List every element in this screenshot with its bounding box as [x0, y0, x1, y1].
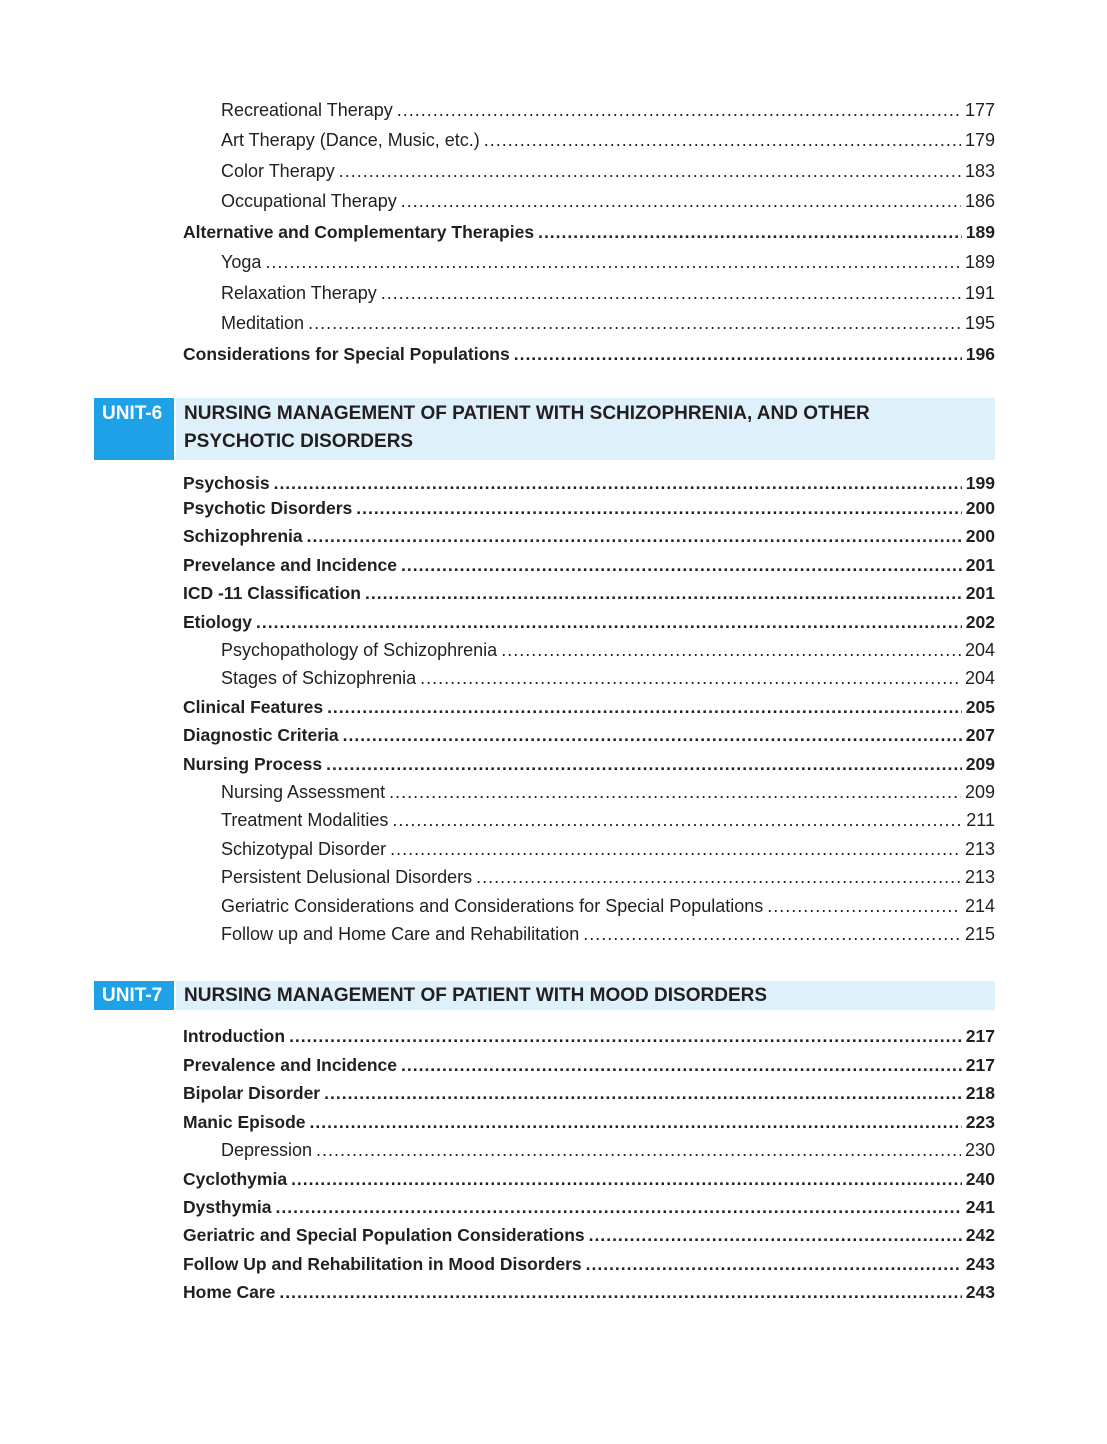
toc-entry-title: Prevalence and Incidence [183, 1055, 397, 1075]
dot-leader [401, 554, 962, 576]
toc-entry-page: 243 [965, 1254, 995, 1274]
toc-entry-page: 189 [965, 222, 995, 242]
toc-entry-page: 213 [964, 839, 995, 859]
toc-entry-page: 201 [965, 555, 995, 575]
dot-leader [316, 1139, 961, 1161]
toc-entry [221, 99, 995, 121]
toc-entry-title: Schizophrenia [183, 526, 303, 546]
toc-entry-title: Bipolar Disorder [183, 1083, 321, 1103]
toc-entry-page: 200 [965, 526, 995, 546]
toc-entry [183, 753, 995, 775]
toc-entry-page: 230 [964, 1140, 995, 1160]
toc-entry-page: 223 [965, 1112, 995, 1132]
toc-entry-page: 207 [965, 725, 995, 745]
toc-entry-title: Color Therapy [221, 161, 335, 181]
toc-entry-title: Depression [221, 1140, 313, 1160]
toc-entry-title: Art Therapy (Dance, Music, etc.) [221, 130, 480, 150]
dot-leader [514, 343, 962, 365]
toc-entry [183, 1025, 995, 1047]
toc-entry-title: Follow up and Home Care and Rehabilitation [221, 924, 580, 944]
toc-entry [183, 554, 995, 576]
toc-entry [183, 472, 995, 494]
dot-leader [256, 611, 962, 633]
toc-entry-title: Geriatric Considerations and Considerations for Special Populations [221, 896, 764, 916]
toc-entry-page: 202 [965, 612, 995, 632]
toc-entry-title: Home Care [183, 1282, 276, 1302]
toc-entry [183, 1224, 995, 1246]
toc-entry [221, 160, 995, 182]
toc-entry [221, 866, 995, 888]
toc-entry [183, 1168, 995, 1190]
toc-entry [183, 1281, 995, 1303]
toc-entry [221, 639, 995, 661]
toc-entry-title: Occupational Therapy [221, 191, 397, 211]
toc-entry-page: 179 [964, 130, 995, 150]
toc-entry-title: Psychopathology of Schizophrenia [221, 640, 498, 660]
unit-7-title: NURSING MANAGEMENT OF PATIENT WITH MOOD DISORDERS [176, 981, 995, 1010]
toc-entry-page: 211 [966, 810, 995, 830]
toc-entry-page: 204 [964, 640, 995, 660]
toc-entry-page: 177 [964, 100, 995, 120]
toc-entry-page: 200 [965, 498, 995, 518]
toc-entry-page: 209 [965, 754, 995, 774]
dot-leader [401, 190, 961, 212]
toc-entry [221, 312, 995, 334]
toc-entry-page: 243 [965, 1282, 995, 1302]
dot-leader [397, 99, 961, 121]
toc-entry-page: 215 [964, 924, 995, 944]
dot-leader [381, 282, 961, 304]
dot-leader [401, 1054, 962, 1076]
toc-entry-title: Persistent Delusional Disorders [221, 867, 473, 887]
toc-entry-page: 186 [964, 191, 995, 211]
toc-entry [183, 724, 995, 746]
toc-entry-title: Diagnostic Criteria [183, 725, 339, 745]
toc-entry-title: Psychosis [183, 473, 270, 493]
toc-entry-page: 205 [965, 697, 995, 717]
dot-leader [365, 582, 962, 604]
toc-entry [183, 1054, 995, 1076]
toc-entry-title: Meditation [221, 313, 305, 333]
toc-entry-page: 240 [965, 1169, 995, 1189]
dot-leader [327, 696, 962, 718]
toc-entry [221, 190, 995, 212]
toc-entry-page: 214 [964, 896, 995, 916]
dot-leader [583, 923, 961, 945]
toc-entry-title: Nursing Assessment [221, 782, 386, 802]
unit-6-title-line-1: NURSING MANAGEMENT OF PATIENT WITH SCHIZOPHRENIA, AND OTHER [184, 403, 870, 424]
toc-entry-title: Prevelance and Incidence [183, 555, 397, 575]
toc-entry-title: Etiology [183, 612, 253, 632]
toc-entry-title: Yoga [221, 252, 262, 272]
dot-leader [538, 221, 962, 243]
dot-leader [308, 312, 961, 334]
toc-entry-title: Treatment Modalities [221, 810, 389, 830]
toc-entry [183, 221, 995, 243]
toc-entry [221, 923, 995, 945]
toc-entry-page: 189 [964, 252, 995, 272]
toc-entry [183, 1196, 995, 1218]
toc-entry [183, 582, 995, 604]
toc-entry [221, 781, 995, 803]
toc-entry-page: 217 [965, 1055, 995, 1075]
toc-entry-page: 183 [964, 161, 995, 181]
toc-entry-title: Manic Episode [183, 1112, 306, 1132]
toc-entry-title: Psychotic Disorders [183, 498, 353, 518]
dot-leader [767, 895, 961, 917]
toc-entry-title: Alternative and Complementary Therapies [183, 222, 535, 242]
toc-entry [183, 497, 995, 519]
dot-leader [326, 753, 962, 775]
toc-entry [221, 838, 995, 860]
dot-leader [586, 1253, 962, 1275]
dot-leader [392, 809, 962, 831]
dot-leader [589, 1224, 962, 1246]
toc-entry-title: Considerations for Special Populations [183, 344, 510, 364]
toc-entry [183, 525, 995, 547]
dot-leader [310, 1111, 962, 1133]
toc-entry-page: 196 [965, 344, 995, 364]
toc-entry [183, 611, 995, 633]
dot-leader [291, 1168, 962, 1190]
toc-entry [221, 251, 995, 273]
dot-leader [476, 866, 961, 888]
dot-leader [484, 129, 961, 151]
toc-entry-page: 242 [965, 1225, 995, 1245]
dot-leader [343, 724, 962, 746]
toc-entry [183, 343, 995, 365]
dot-leader [274, 472, 962, 494]
toc-entry [221, 282, 995, 304]
dot-leader [356, 497, 962, 519]
dot-leader [289, 1025, 962, 1047]
toc-entry [221, 129, 995, 151]
toc-entry-page: 204 [964, 668, 995, 688]
toc-entry [183, 1253, 995, 1275]
toc-entry-page: 218 [965, 1083, 995, 1103]
dot-leader [420, 667, 961, 689]
dot-leader [279, 1281, 961, 1303]
toc-entry [221, 667, 995, 689]
unit-6-title [176, 398, 995, 460]
toc-entry-title: ICD -11 Classification [183, 583, 361, 603]
toc-entry [221, 1139, 995, 1161]
toc-entry-page: 191 [964, 283, 995, 303]
dot-leader [501, 639, 961, 661]
toc-entry-title: Cyclothymia [183, 1169, 288, 1189]
toc-entry-page: 195 [964, 313, 995, 333]
toc-entry-page: 213 [964, 867, 995, 887]
toc-entry-page: 217 [965, 1026, 995, 1046]
toc-entry-page: 241 [965, 1197, 995, 1217]
toc-entry [183, 696, 995, 718]
toc-entry [221, 809, 995, 831]
unit-7-tag: UNIT-7 [94, 981, 174, 1010]
unit-6-tag: UNIT-6 [94, 398, 174, 460]
dot-leader [339, 160, 961, 182]
dot-leader [389, 781, 961, 803]
toc-entry-title: Relaxation Therapy [221, 283, 377, 303]
toc-entry-title: Introduction [183, 1026, 286, 1046]
toc-entry [183, 1082, 995, 1104]
toc-entry-page: 199 [965, 473, 995, 493]
toc-entry-title: Schizotypal Disorder [221, 839, 387, 859]
toc-entry-title: Nursing Process [183, 754, 323, 774]
toc-entry [221, 895, 995, 917]
dot-leader [307, 525, 962, 547]
unit-6-title-line-2: PSYCHOTIC DISORDERS [184, 431, 414, 452]
toc-entry-title: Follow Up and Rehabilitation in Mood Disorders [183, 1254, 582, 1274]
toc-entry-title: Recreational Therapy [221, 100, 393, 120]
toc-entry-page: 209 [964, 782, 995, 802]
toc-entry-title: Stages of Schizophrenia [221, 668, 417, 688]
dot-leader [265, 251, 961, 273]
dot-leader [324, 1082, 962, 1104]
toc-entry [183, 1111, 995, 1133]
toc-entry-title: Dysthymia [183, 1197, 272, 1217]
toc-entry-title: Geriatric and Special Population Considerations [183, 1225, 585, 1245]
toc-entry-page: 201 [965, 583, 995, 603]
toc-entry-title: Clinical Features [183, 697, 324, 717]
dot-leader [390, 838, 961, 860]
dot-leader [276, 1196, 962, 1218]
